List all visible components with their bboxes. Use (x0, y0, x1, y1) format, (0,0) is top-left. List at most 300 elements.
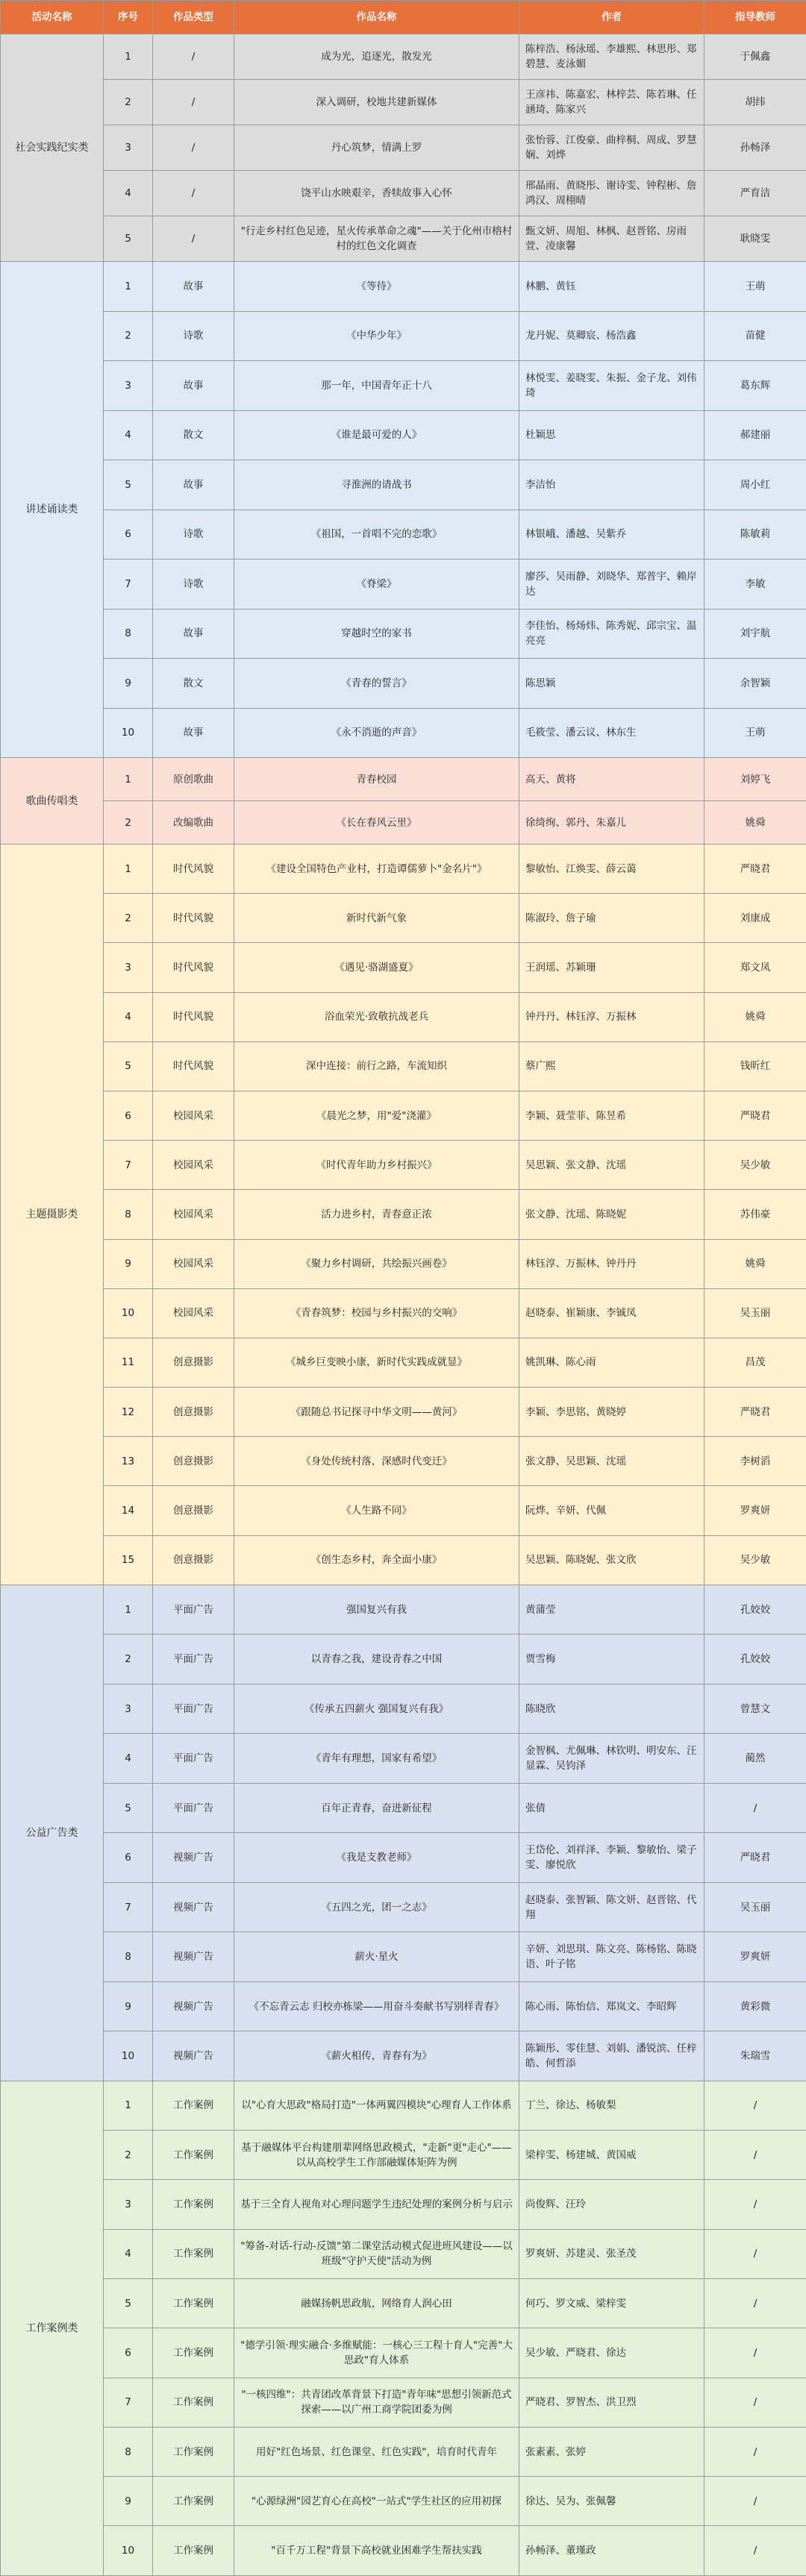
work-type: 诗歌 (153, 560, 234, 609)
work-type: 视频广告 (153, 1882, 234, 1932)
work-type: 校园风采 (153, 1190, 234, 1239)
row-number: 3 (104, 2180, 153, 2229)
author: 孙畅泽、董瑾政 (519, 2526, 705, 2575)
work-type: 故事 (153, 460, 234, 510)
row-number: 7 (104, 1141, 153, 1190)
teacher: 孔姣姣 (705, 1635, 806, 1685)
row-number: 2 (104, 1635, 153, 1685)
row-number: 9 (104, 2477, 153, 2526)
row-number: 2 (104, 80, 153, 125)
work-title: "一核四维"：共青团改革背景下打造"青年味"思想引领新范式探索——以广州工商学院团委为例 (234, 2378, 519, 2427)
teacher: 严晓君 (705, 1833, 806, 1883)
row-number: 10 (104, 708, 153, 758)
table-row (1, 2279, 806, 2328)
work-title: 饶平山水映艰辛，香犊故事入心怀 (234, 171, 519, 216)
work-type: 创意摄影 (153, 1535, 234, 1585)
table-row (1, 34, 806, 80)
work-type: 散文 (153, 659, 234, 709)
teacher: 葛东辉 (705, 361, 806, 411)
teacher: 吴玉丽 (705, 1288, 806, 1338)
work-type: 工作案例 (153, 2131, 234, 2180)
row-number: 9 (104, 1981, 153, 2031)
row-number: 1 (104, 262, 153, 312)
row-number: 3 (104, 1684, 153, 1734)
author: 徐绮绚、郭丹、朱嘉儿 (519, 801, 705, 844)
work-type: 工作案例 (153, 2229, 234, 2278)
author: 杜颖思 (519, 410, 705, 460)
row-number: 4 (104, 992, 153, 1041)
table-row (1, 708, 806, 758)
row-number: 5 (104, 460, 153, 510)
work-title: 深中连接：前行之路，车流知织 (234, 1041, 519, 1091)
work-type: / (153, 216, 234, 262)
table-row (1, 2229, 806, 2278)
work-title: 《祖国，一首唱不完的恋歌》 (234, 510, 519, 560)
work-title: 穿越时空的家书 (234, 609, 519, 659)
work-title: "德学引领·理实融合·多维赋能：一核心三工程十育人"完善"大思政"育人体系 (234, 2328, 519, 2378)
author: 陈淑玲、詹子瑜 (519, 894, 705, 943)
teacher: 刘宇航 (705, 609, 806, 659)
teacher: 黄彩微 (705, 1981, 806, 2031)
table-row (1, 410, 806, 460)
author: 蔡广熙 (519, 1041, 705, 1091)
work-type: 工作案例 (153, 2328, 234, 2378)
row-number: 4 (104, 171, 153, 216)
work-title: 薪火·星火 (234, 1932, 519, 1982)
work-type: 时代风貌 (153, 894, 234, 943)
teacher: 李敏 (705, 560, 806, 609)
table-row (1, 1141, 806, 1190)
work-type: 故事 (153, 262, 234, 312)
row-number: 4 (104, 2229, 153, 2278)
table-row (1, 1091, 806, 1140)
table-row (1, 801, 806, 844)
author: 陈思颖 (519, 659, 705, 709)
work-type: 工作案例 (153, 2081, 234, 2130)
work-title: 《谁是最可爱的人》 (234, 410, 519, 460)
row-number: 10 (104, 2031, 153, 2081)
teacher: / (705, 2526, 806, 2575)
work-title: "百千万工程"背景下高校就业困难学生帮扶实践 (234, 2526, 519, 2575)
work-title: 基于三全育人视角对心理问题学生违纪处理的案例分析与启示 (234, 2180, 519, 2229)
row-number: 2 (104, 311, 153, 361)
header-type: 作品类型 (153, 1, 234, 34)
table-row (1, 609, 806, 659)
teacher: 孙畅泽 (705, 125, 806, 171)
work-type: 平面广告 (153, 1635, 234, 1685)
work-type: 工作案例 (153, 2279, 234, 2328)
author: 王岱伦、刘祥泽、李颖、黎敏怡、梁子雯、廖悦欣 (519, 1833, 705, 1883)
table-row (1, 1437, 806, 1486)
table-row (1, 894, 806, 943)
author: 张文静、沈瑶、陈晓妮 (519, 1190, 705, 1239)
work-type: 视频广告 (153, 1833, 234, 1883)
work-title: 《聚力乡村调研，共绘振兴画卷》 (234, 1239, 519, 1288)
work-type: / (153, 80, 234, 125)
author: 严晓君、罗智杰、洪卫烈 (519, 2378, 705, 2427)
work-title: 以"心育大思政"格局打造"一体两翼四模块"心理育人工作体系 (234, 2081, 519, 2130)
table-row (1, 1981, 806, 2031)
work-title: 《时代青年助力乡村振兴》 (234, 1141, 519, 1190)
work-title: 《长在春风云里》 (234, 801, 519, 844)
work-type: 平面广告 (153, 1734, 234, 1784)
teacher: 于佩鑫 (705, 34, 806, 80)
work-type: 创意摄影 (153, 1437, 234, 1486)
category-name: 公益广告类 (1, 1585, 104, 2081)
author: 王润瑶、苏颖珊 (519, 943, 705, 992)
teacher: 吴少敏 (705, 1535, 806, 1585)
category-name: 歌曲传唱类 (1, 758, 104, 844)
table-row (1, 1338, 806, 1387)
teacher: / (705, 2229, 806, 2278)
row-number: 10 (104, 1288, 153, 1338)
category-name: 讲述诵读类 (1, 262, 104, 758)
table-row (1, 992, 806, 1041)
author: 贾雪梅 (519, 1635, 705, 1685)
work-type: 原创歌曲 (153, 758, 234, 801)
table-row (1, 1388, 806, 1437)
table-row (1, 1734, 806, 1784)
table-row (1, 659, 806, 709)
author: 龙丹妮、莫卿宸、杨浩鑫 (519, 311, 705, 361)
work-title: 《中华少年》 (234, 311, 519, 361)
work-type: 平面广告 (153, 1783, 234, 1833)
work-type: / (153, 125, 234, 171)
header-author: 作者 (519, 1, 705, 34)
work-title: 丹心筑梦，情满上罗 (234, 125, 519, 171)
header-row (1, 1, 806, 34)
work-title: 《人生路不同》 (234, 1486, 519, 1535)
teacher: / (705, 2180, 806, 2229)
author: 王彦祎、陈嘉宏、林梓芸、陈若琳、任涵琦、陈家兴 (519, 80, 705, 125)
author: 高天、黄将 (519, 758, 705, 801)
work-title: 《青春筑梦：校园与乡村振兴的交响》 (234, 1288, 519, 1338)
table-row (1, 844, 806, 894)
teacher: / (705, 1783, 806, 1833)
table-body (1, 34, 806, 2576)
table-row (1, 125, 806, 171)
author: 李佳怡、杨炀炜、陈秀妮、邱宗宝、温亮亮 (519, 609, 705, 659)
row-number: 6 (104, 1091, 153, 1140)
header-activity: 活动名称 (1, 1, 104, 34)
author: 吴思颖、张文静、沈瑶 (519, 1141, 705, 1190)
author: 张素素、张婷 (519, 2427, 705, 2476)
work-title: "行走乡村红色足迹，星火传承革命之魂"——关于化州市榕村村的红色文化调查 (234, 216, 519, 262)
teacher: / (705, 2328, 806, 2378)
work-title: 《脊梁》 (234, 560, 519, 609)
work-title: 青春校园 (234, 758, 519, 801)
work-type: 故事 (153, 708, 234, 758)
work-type: 平面广告 (153, 1684, 234, 1734)
table-row (1, 2427, 806, 2476)
table-row (1, 361, 806, 411)
teacher: 苏伟豪 (705, 1190, 806, 1239)
teacher: 周小红 (705, 460, 806, 510)
table-row (1, 943, 806, 992)
row-number: 9 (104, 659, 153, 709)
table-row (1, 171, 806, 216)
row-number: 5 (104, 1783, 153, 1833)
work-type: 时代风貌 (153, 844, 234, 894)
author: 阮烨、辛妍、代佩 (519, 1486, 705, 1535)
teacher: 郑文凤 (705, 943, 806, 992)
work-title: 活力进乡村，青春意正浓 (234, 1190, 519, 1239)
row-number: 5 (104, 2279, 153, 2328)
table-row (1, 1190, 806, 1239)
work-title: 融媒扬帆思政航，网络育人润心田 (234, 2279, 519, 2328)
work-title: 《等待》 (234, 262, 519, 312)
table-row (1, 1535, 806, 1585)
author: 梁梓雯、杨建城、黄国威 (519, 2131, 705, 2180)
teacher: / (705, 2427, 806, 2476)
work-type: 时代风貌 (153, 943, 234, 992)
row-number: 7 (104, 1882, 153, 1932)
teacher: 李树滔 (705, 1437, 806, 1486)
work-type: 诗歌 (153, 311, 234, 361)
author: 甄文妍、周旭、林枫、赵晋铭、房雨萱、凌康馨 (519, 216, 705, 262)
teacher: 严育洁 (705, 171, 806, 216)
author: 林悦雯、姜晓雯、朱振、金子龙、刘伟琦 (519, 361, 705, 411)
teacher: 严晓君 (705, 1388, 806, 1437)
work-title: 《我是支教老师》 (234, 1833, 519, 1883)
table-row (1, 2081, 806, 2130)
table-row (1, 1288, 806, 1338)
table-row (1, 2180, 806, 2229)
work-title: 以青春之我，建设青春之中国 (234, 1635, 519, 1685)
row-number: 12 (104, 1388, 153, 1437)
work-type: 时代风貌 (153, 1041, 234, 1091)
work-type: 诗歌 (153, 510, 234, 560)
work-title: 《青年有理想，国家有希望》 (234, 1734, 519, 1784)
work-title: 《建设全国特色产业村，打造谭儒萝卜"金名片"》 (234, 844, 519, 894)
work-title: 《晨光之梦，用"爱"浇灌》 (234, 1091, 519, 1140)
author: 赵晓泰、崔颖康、李铖凤 (519, 1288, 705, 1338)
author: 罗爽妍、苏建灵、张圣茂 (519, 2229, 705, 2278)
row-number: 5 (104, 216, 153, 262)
table-row (1, 1585, 806, 1635)
work-title: 《创生态乡村，奔全面小康》 (234, 1535, 519, 1585)
row-number: 8 (104, 2427, 153, 2476)
work-title: 基于融媒体平台构建朋辈网络思政模式，"走新"更"走心"——以从高校学生工作部融媒体矩阵为例 (234, 2131, 519, 2180)
work-type: 工作案例 (153, 2378, 234, 2427)
work-type: / (153, 34, 234, 80)
work-title: 那一年，中国青年正十八 (234, 361, 519, 411)
author: 李洁怡 (519, 460, 705, 510)
author: 钟丹丹、林钰淳、万振林 (519, 992, 705, 1041)
work-title: "筹备-对话-行动-反馈"第二课堂活动模式促进班风建设——以班级"守护天使"活动为例 (234, 2229, 519, 2278)
work-title: 《不忘青云志 归校亦栋梁——用奋斗奏献书写别样青春》 (234, 1981, 519, 2031)
row-number: 6 (104, 2328, 153, 2378)
author: 陈颖彤、零佳慧、刘娟、潘锐滨、任梓皓、何哲添 (519, 2031, 705, 2081)
teacher: 吴少敏 (705, 1141, 806, 1190)
teacher: 苗健 (705, 311, 806, 361)
work-type: 视频广告 (153, 1981, 234, 2031)
author: 丁兰、徐达、杨敏梨 (519, 2081, 705, 2130)
author: 何巧、罗文威、梁梓雯 (519, 2279, 705, 2328)
author: 尚俊辉、汪玲 (519, 2180, 705, 2229)
row-number: 9 (104, 1239, 153, 1288)
table-row (1, 2477, 806, 2526)
table-row (1, 311, 806, 361)
author: 吴思颖、陈晓妮、张文欣 (519, 1535, 705, 1585)
author: 林银峨、潘越、吴紫乔 (519, 510, 705, 560)
author: 姚凯琳、陈心雨 (519, 1338, 705, 1387)
teacher: 耿晓雯 (705, 216, 806, 262)
teacher: 朱瑞雪 (705, 2031, 806, 2081)
table-header (1, 1, 806, 34)
row-number: 8 (104, 609, 153, 659)
row-number: 2 (104, 801, 153, 844)
author: 林钰淳、万振林、钟丹丹 (519, 1239, 705, 1288)
teacher: / (705, 2378, 806, 2427)
teacher: 钱昕红 (705, 1041, 806, 1091)
teacher: 严晓君 (705, 844, 806, 894)
table-row (1, 460, 806, 510)
work-type: 时代风貌 (153, 992, 234, 1041)
work-title: 强国复兴有我 (234, 1585, 519, 1635)
table-row (1, 758, 806, 801)
teacher: 严晓君 (705, 1091, 806, 1140)
author: 张文静、吴思颖、沈瑶 (519, 1437, 705, 1486)
row-number: 3 (104, 943, 153, 992)
table-row (1, 1833, 806, 1883)
work-type: 工作案例 (153, 2526, 234, 2575)
row-number: 15 (104, 1535, 153, 1585)
work-type: 故事 (153, 609, 234, 659)
work-title: 浴血荣光·致敬抗战老兵 (234, 992, 519, 1041)
category-name: 工作案例类 (1, 2081, 104, 2575)
work-title: 《遇见·骆湖盛夏》 (234, 943, 519, 992)
row-number: 11 (104, 1338, 153, 1387)
teacher: 胡纬 (705, 80, 806, 125)
row-number: 1 (104, 34, 153, 80)
teacher: / (705, 2477, 806, 2526)
header-number: 序号 (104, 1, 153, 34)
teacher: 蔺然 (705, 1734, 806, 1784)
row-number: 3 (104, 361, 153, 411)
table-row (1, 560, 806, 609)
table-row (1, 262, 806, 312)
work-title: 成为光，追逐光，散发光 (234, 34, 519, 80)
teacher: / (705, 2131, 806, 2180)
table-row (1, 2031, 806, 2081)
work-type: 平面广告 (153, 1585, 234, 1635)
row-number: 6 (104, 1833, 153, 1883)
table-row (1, 1882, 806, 1932)
teacher: 刘康成 (705, 894, 806, 943)
work-type: 视频广告 (153, 1932, 234, 1982)
teacher: 王萌 (705, 262, 806, 312)
work-title: 《身处传统村落，深感时代变迁》 (234, 1437, 519, 1486)
teacher: 孔姣姣 (705, 1585, 806, 1635)
teacher: 姚舜 (705, 992, 806, 1041)
row-number: 1 (104, 758, 153, 801)
row-number: 7 (104, 560, 153, 609)
work-title: 百年正青春，奋进新征程 (234, 1783, 519, 1833)
work-type: 创意摄影 (153, 1338, 234, 1387)
author: 吴少敏、严晓君、徐达 (519, 2328, 705, 2378)
work-type: 校园风采 (153, 1239, 234, 1288)
author: 李颖、李思铭、黄晓婷 (519, 1388, 705, 1437)
author: 陈晓欣 (519, 1684, 705, 1734)
work-type: 散文 (153, 410, 234, 460)
row-number: 7 (104, 2378, 153, 2427)
row-number: 1 (104, 2081, 153, 2130)
row-number: 3 (104, 125, 153, 171)
work-title: 寻淮洲的请战书 (234, 460, 519, 510)
row-number: 2 (104, 2131, 153, 2180)
author: 毛筱莹、潘云议、林东生 (519, 708, 705, 758)
author: 廖莎、吴雨静、刘晓华、郑普宇、赖岸达 (519, 560, 705, 609)
author: 林鹏、黄钰 (519, 262, 705, 312)
author: 张怡蓉、江俊豪、曲梓桐、周成、罗慧娴、刘烨 (519, 125, 705, 171)
row-number: 10 (104, 2526, 153, 2575)
table-row (1, 216, 806, 262)
work-type: 工作案例 (153, 2427, 234, 2476)
table-row (1, 2131, 806, 2180)
table-row (1, 2328, 806, 2378)
work-title: 深入调研，校地共建新媒体 (234, 80, 519, 125)
work-title: 《永不消逝的声音》 (234, 708, 519, 758)
table-row (1, 1684, 806, 1734)
table-row (1, 1783, 806, 1833)
teacher: 姚舜 (705, 801, 806, 844)
work-type: 创意摄影 (153, 1388, 234, 1437)
teacher: 曾慧文 (705, 1684, 806, 1734)
author: 邢晶雨、黄晓彤、谢诗雯、钟程彬、詹鸿汉、周栩晴 (519, 171, 705, 216)
author: 张倩 (519, 1783, 705, 1833)
table-row (1, 2378, 806, 2427)
work-title: "心源绿洲"园艺育心在高校"一站式"学生社区的应用初探 (234, 2477, 519, 2526)
row-number: 6 (104, 510, 153, 560)
work-type: 故事 (153, 361, 234, 411)
work-type: 校园风采 (153, 1288, 234, 1338)
work-title: 《跟随总书记探寻中华文明——黄河》 (234, 1388, 519, 1437)
teacher: 郝建丽 (705, 410, 806, 460)
table-row (1, 1239, 806, 1288)
table-row (1, 2526, 806, 2575)
author: 徐达、吴为、张佩馨 (519, 2477, 705, 2526)
author: 辛妍、刘思琪、陈文亮、陈杨铭、陈晓语、叶子铭 (519, 1932, 705, 1982)
table-row (1, 1932, 806, 1982)
author: 金智枫、尤佩琳、林钦明、明安东、汪显霖、吴钧泽 (519, 1734, 705, 1784)
teacher: 罗爽妍 (705, 1486, 806, 1535)
work-type: 工作案例 (153, 2180, 234, 2229)
header-teacher: 指导教师 (705, 1, 806, 34)
teacher: 王萌 (705, 708, 806, 758)
teacher: 姚舜 (705, 1239, 806, 1288)
category-name: 社会实践纪实类 (1, 34, 104, 262)
work-type: 校园风采 (153, 1091, 234, 1140)
author: 赵晓泰、张智颖、陈文妍、赵晋铭、代翔 (519, 1882, 705, 1932)
row-number: 4 (104, 410, 153, 460)
author: 陈心雨、陈怡信、郑岚文、李昭辉 (519, 1981, 705, 2031)
row-number: 1 (104, 1585, 153, 1635)
work-title: 《青春的誓言》 (234, 659, 519, 709)
teacher: / (705, 2081, 806, 2130)
work-type: 创意摄影 (153, 1486, 234, 1535)
row-number: 14 (104, 1486, 153, 1535)
header-title: 作品名称 (234, 1, 519, 34)
row-number: 5 (104, 1041, 153, 1091)
work-type: / (153, 171, 234, 216)
teacher: 余智颖 (705, 659, 806, 709)
teacher: 陈敏莉 (705, 510, 806, 560)
row-number: 8 (104, 1190, 153, 1239)
work-title: 《传承五四薪火 强国复兴有我》 (234, 1684, 519, 1734)
work-type: 工作案例 (153, 2477, 234, 2526)
teacher: / (705, 2279, 806, 2328)
